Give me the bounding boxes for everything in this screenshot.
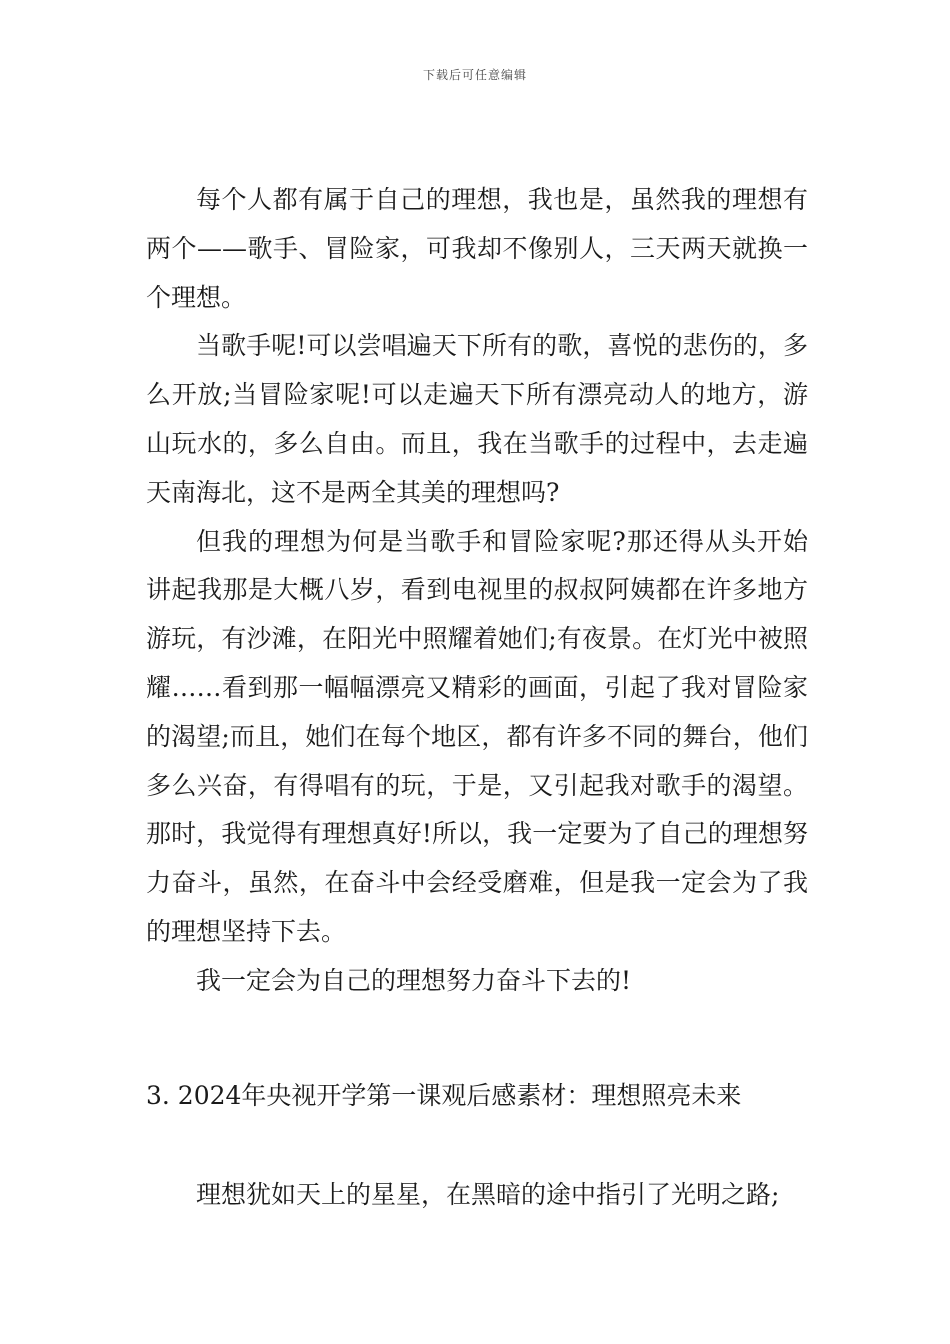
paragraph-5: 理想犹如天上的星星，在黑暗的途中指引了光明之路; xyxy=(196,1180,780,1209)
document-body xyxy=(146,176,808,1006)
section-heading: 3. 2024年央视开学第一课观后感素材：理想照亮未来 xyxy=(146,1081,742,1110)
page-header: 下载后可任意编辑 xyxy=(422,68,527,82)
paragraph-2: 当歌手呢!可以尝唱遍天下所有的歌，喜悦的悲伤的，多么开放;当冒险家呢!可以走遍天下所有漂亮动人的地方，游山玩水的，多么自由。而且，我在当歌手的过程中，去走遍天南海北，这不是两全其美的理想吗? xyxy=(146,331,808,507)
paragraph-3: 但我的理想为何是当歌手和冒险家呢?那还得从头开始讲起我那是大概八岁，看到电视里的叔叔阿姨都在许多地方游玩，有沙滩，在阳光中照耀着她们;有夜景。在灯光中被照耀……看到那一幅幅漂亮又精彩的画面，引起了我对冒险家的渴望;而且，她们在每个地区，都有许多不同的舞台，他们多么兴奋，有得唱有的玩，于是，又引起我对歌手的渴望。那时，我觉得有理想真好!所以，我一定要为了自己的理想努力奋斗，虽然，在奋斗中会经受磨难，但是我一定会为了我的理想坚持下去。 xyxy=(146,526,808,946)
paragraph-1: 每个人都有属于自己的理想，我也是，虽然我的理想有两个——歌手、冒险家，可我却不像别人，三天两天就换一个理想。 xyxy=(146,185,808,312)
paragraph-4: 我一定会为自己的理想努力奋斗下去的! xyxy=(196,965,632,995)
